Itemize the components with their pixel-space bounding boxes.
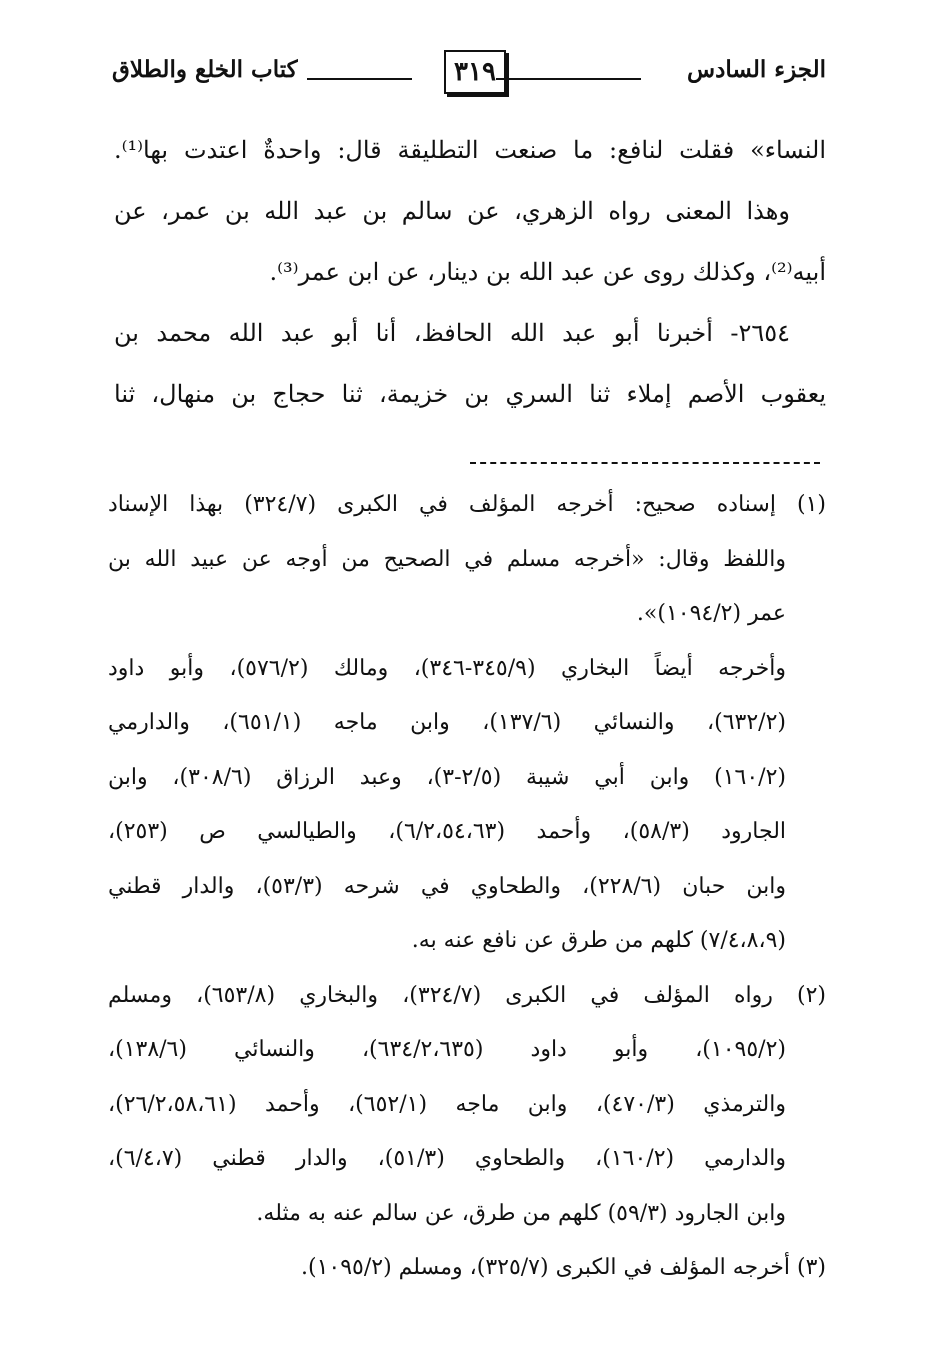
header-rule-right [496,78,641,80]
header-rule-left [307,78,412,80]
footnote-line: عمر (١٠٩٤/٢)». [636,601,786,626]
text-line: ٢٦٥٤- أخبرنا أبو عبد الله الحافظ، أنا أبو عبد الله محمد بن [114,319,790,347]
text-line: أبيه⁽²⁾، وكذلك روى عن عبد الله بن دينار، عن ابن عمر⁽³⁾. [269,258,826,286]
footnote-line: وابن الجارود (٥٩/٣) كلهم من طرق، عن سالم عنه به مثله. [256,1200,786,1226]
footnote-line: (٦٣٢/٢)، والنسائي (١٣٧/٦)، وابن ماجه (٦٥١/١)، والدارمي [108,710,786,735]
footnote-line: (٢) رواه المؤلف في الكبرى (٣٢٤/٧)، والبخاري (٦٥٣/٨)، ومسلم [108,982,826,1008]
footnote-line: (١٠٩٥/٢)، وأبو داود (٦٣٤/٢،٦٣٥)، والنسائي (١٣٨/٦)، [108,1037,786,1062]
footnote-line: والدارمي (١٦٠/٢)، والطحاوي (٥١/٣)، والدار قطني (٦/٤،٧)، [108,1146,786,1171]
footnote-line: (٣) أخرجه المؤلف في الكبرى (٣٢٥/٧)، ومسلم (١٠٩٥/٢). [301,1255,826,1280]
footnote-line: وأخرجه أيضاً البخاري (٣٤٥/٩-٣٤٦)، ومالك (٥٧٦/٢)، وأبو داود [108,655,787,681]
page-number: ٣١٩ [444,50,506,94]
footnote-line: الجارود (٥٨/٣)، وأحمد (٦/٢،٥٤،٦٣)، والطيالسي ص (٢٥٣)، [108,819,787,844]
footnote-separator [470,462,820,464]
footnote-line: (١٦٠/٢) وابن أبي شيبة (٢/٥-٣)، وعبد الرزاق (٣٠٨/٦)، وابن [108,764,786,790]
main-text [114,124,826,429]
running-header [112,50,826,98]
footnote-line: والترمذي (٤٧٠/٣)، وابن ماجه (٦٥٢/١)، وأحمد (٢٦/٢،٥٨،٦١)، [108,1091,786,1117]
text-line: يعقوب الأصم إملاء ثنا السري بن خزيمة، ثنا حجاج بن منهال، ثنا [114,380,826,408]
footnote-line: (١) إسناده صحيح: أخرجه المؤلف في الكبرى (٣٢٤/٧) بهذا الإسناد [108,492,826,517]
footnotes [108,478,826,1296]
text-line: النساء» فقلت لنافع: ما صنعت التطليقة قال: واحدةٌ اعتدت بها⁽¹⁾. [114,136,826,164]
book-title: كتاب الخلع والطلاق [112,56,298,83]
volume-title: الجزء السادس [687,56,826,83]
text-line: وهذا المعنى رواه الزهري، عن سالم بن عبد الله بن عمر، عن [114,197,790,225]
footnote-line: (٧/٤،٨،٩) كلهم من طرق عن نافع عنه به. [411,928,786,953]
footnote-line: واللفظ وقال: «أخرجه مسلم في الصحيح من أوجه عن عبيد الله بن [108,546,786,572]
footnote-line: وابن حبان (٢٢٨/٦)، والطحاوي في شرحه (٥٣/٣)، والدار قطني [108,873,787,899]
